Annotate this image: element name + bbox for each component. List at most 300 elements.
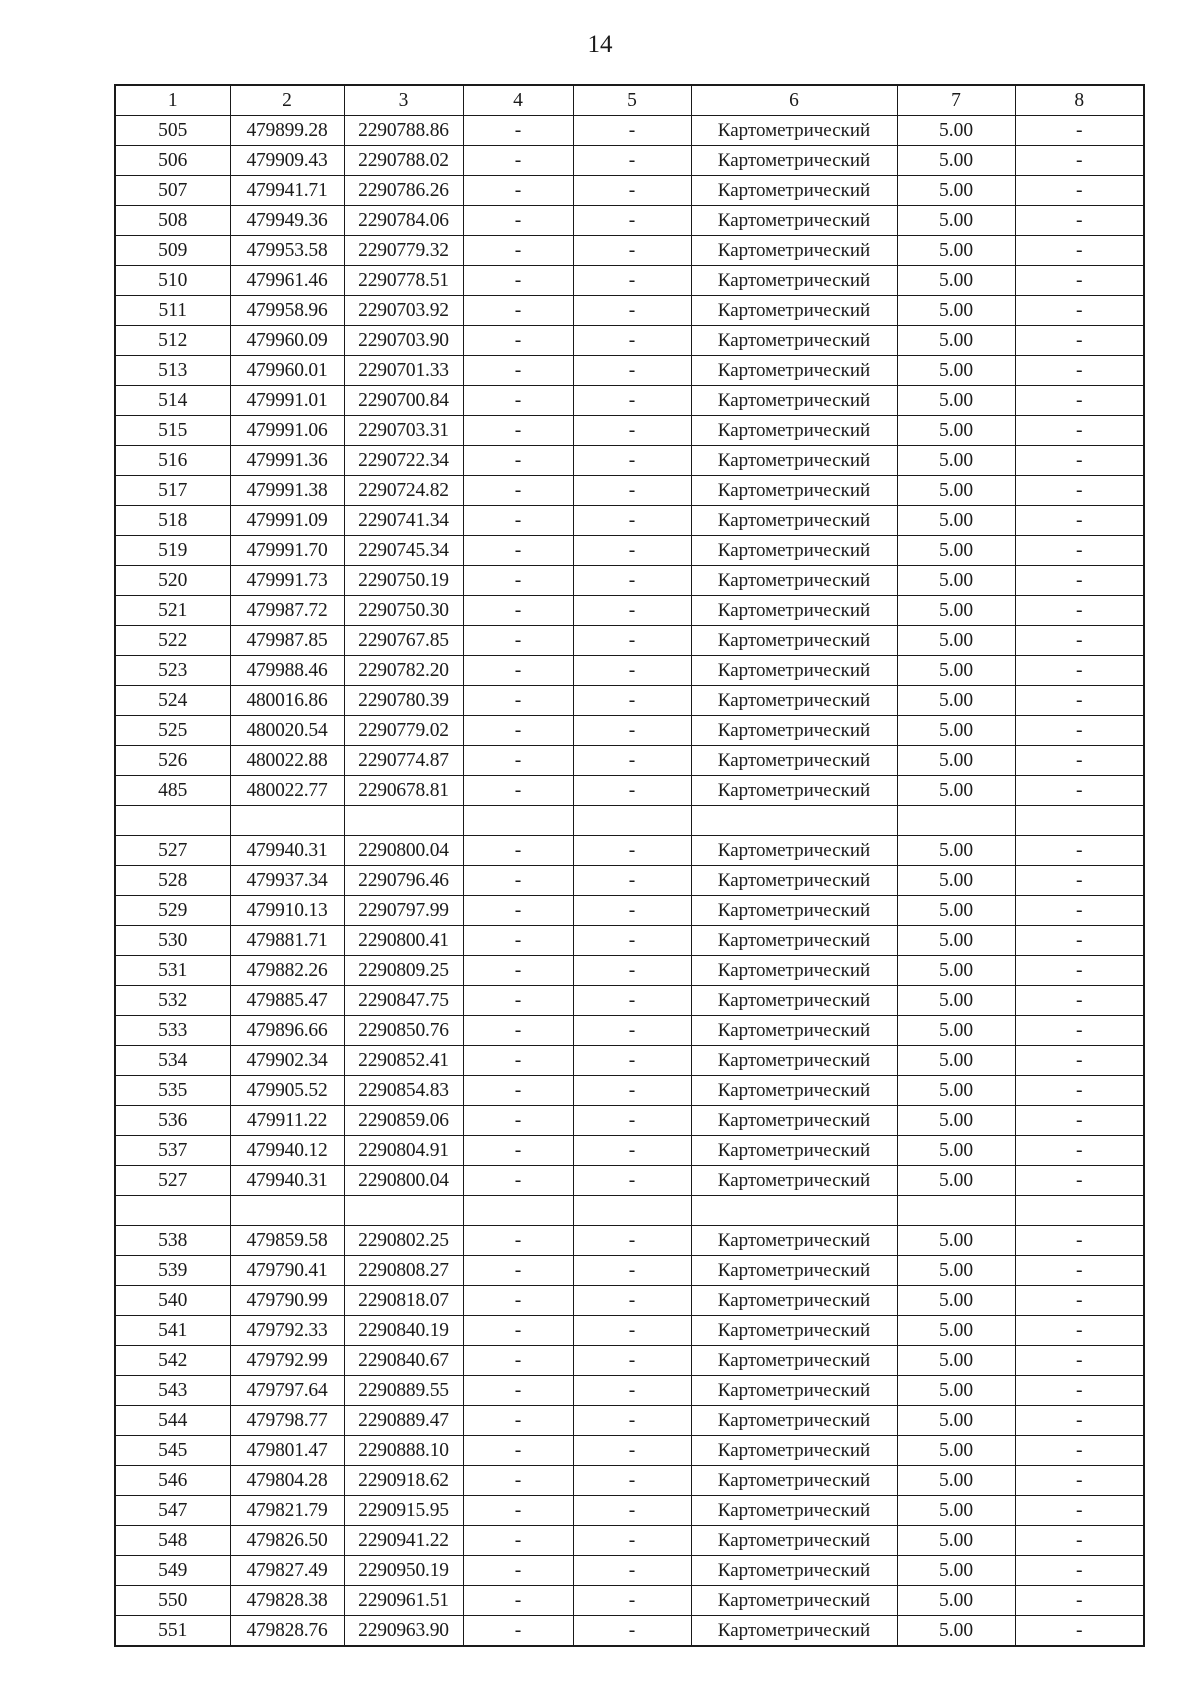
point-number-cell: 546 xyxy=(115,1466,230,1496)
col-5-cell xyxy=(573,806,691,836)
x-coordinate-cell: 479988.46 xyxy=(230,656,344,686)
col-5-cell: - xyxy=(573,1496,691,1526)
x-coordinate-cell: 479828.76 xyxy=(230,1616,344,1647)
method-cell: Картометрический xyxy=(691,1526,897,1556)
point-number-cell: 506 xyxy=(115,146,230,176)
table-row xyxy=(115,716,1144,746)
col-5-cell: - xyxy=(573,266,691,296)
col-4-cell: - xyxy=(463,206,573,236)
x-coordinate-cell: 479826.50 xyxy=(230,1526,344,1556)
y-coordinate-cell: 2290786.26 xyxy=(344,176,463,206)
col-8-cell: - xyxy=(1015,1586,1144,1616)
table-row xyxy=(115,986,1144,1016)
point-number-cell: 527 xyxy=(115,1166,230,1196)
col-8-cell: - xyxy=(1015,1286,1144,1316)
y-coordinate-cell: 2290808.27 xyxy=(344,1256,463,1286)
y-coordinate-cell: 2290804.91 xyxy=(344,1136,463,1166)
table-row xyxy=(115,626,1144,656)
col-5-cell: - xyxy=(573,1316,691,1346)
x-coordinate-cell: 479941.71 xyxy=(230,176,344,206)
col-8-cell: - xyxy=(1015,1256,1144,1286)
table-row xyxy=(115,776,1144,806)
col-8-cell: - xyxy=(1015,356,1144,386)
x-coordinate-cell: 479790.41 xyxy=(230,1256,344,1286)
point-number-cell: 547 xyxy=(115,1496,230,1526)
point-number-cell: 522 xyxy=(115,626,230,656)
col-8-cell: - xyxy=(1015,1496,1144,1526)
col-8-cell: - xyxy=(1015,776,1144,806)
table-row xyxy=(115,1076,1144,1106)
table-row xyxy=(115,1376,1144,1406)
point-number-cell xyxy=(115,1196,230,1226)
x-coordinate-cell: 479797.64 xyxy=(230,1376,344,1406)
accuracy-cell: 5.00 xyxy=(897,1616,1015,1647)
x-coordinate-cell: 479909.43 xyxy=(230,146,344,176)
y-coordinate-cell: 2290918.62 xyxy=(344,1466,463,1496)
table-row xyxy=(115,236,1144,266)
col-5-cell: - xyxy=(573,1346,691,1376)
col-4-cell: - xyxy=(463,836,573,866)
method-cell xyxy=(691,806,897,836)
accuracy-cell: 5.00 xyxy=(897,566,1015,596)
x-coordinate-cell: 479961.46 xyxy=(230,266,344,296)
col-8-cell: - xyxy=(1015,1346,1144,1376)
table-row xyxy=(115,836,1144,866)
col-5-cell: - xyxy=(573,566,691,596)
col-4-cell: - xyxy=(463,1496,573,1526)
y-coordinate-cell: 2290889.47 xyxy=(344,1406,463,1436)
y-coordinate-cell: 2290796.46 xyxy=(344,866,463,896)
method-cell: Картометрический xyxy=(691,1076,897,1106)
table-row xyxy=(115,446,1144,476)
col-4-cell: - xyxy=(463,176,573,206)
x-coordinate-cell: 480020.54 xyxy=(230,716,344,746)
table-row xyxy=(115,1586,1144,1616)
method-cell: Картометрический xyxy=(691,476,897,506)
col-5-cell: - xyxy=(573,1106,691,1136)
accuracy-cell: 5.00 xyxy=(897,116,1015,146)
y-coordinate-cell: 2290778.51 xyxy=(344,266,463,296)
x-coordinate-cell xyxy=(230,1196,344,1226)
accuracy-cell xyxy=(897,1196,1015,1226)
point-number-cell: 535 xyxy=(115,1076,230,1106)
col-5-cell: - xyxy=(573,716,691,746)
x-coordinate-cell: 479881.71 xyxy=(230,926,344,956)
accuracy-cell: 5.00 xyxy=(897,266,1015,296)
x-coordinate-cell: 479940.31 xyxy=(230,836,344,866)
accuracy-cell xyxy=(897,806,1015,836)
table-row xyxy=(115,206,1144,236)
col-8-cell: - xyxy=(1015,1616,1144,1647)
col-4-cell: - xyxy=(463,896,573,926)
col-4-cell: - xyxy=(463,1076,573,1106)
y-coordinate-cell: 2290788.02 xyxy=(344,146,463,176)
col-8-cell: - xyxy=(1015,296,1144,326)
table-row xyxy=(115,866,1144,896)
table-separator-row xyxy=(115,1196,1144,1226)
y-coordinate-cell: 2290741.34 xyxy=(344,506,463,536)
x-coordinate-cell: 479899.28 xyxy=(230,116,344,146)
method-cell: Картометрический xyxy=(691,116,897,146)
method-cell: Картометрический xyxy=(691,656,897,686)
col-8-cell: - xyxy=(1015,1466,1144,1496)
point-number-cell: 509 xyxy=(115,236,230,266)
col-8-cell: - xyxy=(1015,1136,1144,1166)
col-5-cell: - xyxy=(573,866,691,896)
col-4-cell xyxy=(463,1196,573,1226)
col-5-cell: - xyxy=(573,356,691,386)
col-8-cell: - xyxy=(1015,986,1144,1016)
col-8-cell: - xyxy=(1015,1526,1144,1556)
x-coordinate-cell: 479792.33 xyxy=(230,1316,344,1346)
accuracy-cell: 5.00 xyxy=(897,1436,1015,1466)
y-coordinate-cell: 2290722.34 xyxy=(344,446,463,476)
col-4-cell: - xyxy=(463,326,573,356)
col-5-cell: - xyxy=(573,1616,691,1647)
table-row xyxy=(115,296,1144,326)
method-cell: Картометрический xyxy=(691,296,897,326)
point-number-cell: 518 xyxy=(115,506,230,536)
point-number-cell: 532 xyxy=(115,986,230,1016)
col-4-cell: - xyxy=(463,1106,573,1136)
col-8-cell: - xyxy=(1015,1376,1144,1406)
y-coordinate-cell: 2290963.90 xyxy=(344,1616,463,1647)
col-4-cell: - xyxy=(463,1286,573,1316)
col-8-cell: - xyxy=(1015,596,1144,626)
point-number-cell: 542 xyxy=(115,1346,230,1376)
accuracy-cell: 5.00 xyxy=(897,146,1015,176)
x-coordinate-cell: 479940.31 xyxy=(230,1166,344,1196)
col-4-cell: - xyxy=(463,1316,573,1346)
method-cell: Картометрический xyxy=(691,446,897,476)
x-coordinate-cell: 479821.79 xyxy=(230,1496,344,1526)
y-coordinate-cell: 2290797.99 xyxy=(344,896,463,926)
table-row xyxy=(115,1556,1144,1586)
accuracy-cell: 5.00 xyxy=(897,866,1015,896)
y-coordinate-cell: 2290950.19 xyxy=(344,1556,463,1586)
accuracy-cell: 5.00 xyxy=(897,1586,1015,1616)
method-cell: Картометрический xyxy=(691,626,897,656)
y-coordinate-cell: 2290818.07 xyxy=(344,1286,463,1316)
col-8-cell: - xyxy=(1015,146,1144,176)
col-5-cell: - xyxy=(573,506,691,536)
y-coordinate-cell: 2290915.95 xyxy=(344,1496,463,1526)
accuracy-cell: 5.00 xyxy=(897,1526,1015,1556)
column-header-4: 4 xyxy=(463,85,573,116)
col-8-cell: - xyxy=(1015,1166,1144,1196)
x-coordinate-cell: 479910.13 xyxy=(230,896,344,926)
col-5-cell: - xyxy=(573,986,691,1016)
accuracy-cell: 5.00 xyxy=(897,896,1015,926)
y-coordinate-cell: 2290850.76 xyxy=(344,1016,463,1046)
point-number-cell: 521 xyxy=(115,596,230,626)
y-coordinate-cell: 2290724.82 xyxy=(344,476,463,506)
x-coordinate-cell: 480022.77 xyxy=(230,776,344,806)
point-number-cell: 543 xyxy=(115,1376,230,1406)
col-4-cell: - xyxy=(463,746,573,776)
table-row xyxy=(115,1016,1144,1046)
col-5-cell: - xyxy=(573,416,691,446)
method-cell: Картометрический xyxy=(691,986,897,1016)
col-8-cell: - xyxy=(1015,206,1144,236)
y-coordinate-cell: 2290774.87 xyxy=(344,746,463,776)
col-4-cell: - xyxy=(463,866,573,896)
table-header xyxy=(115,85,1144,116)
y-coordinate-cell: 2290859.06 xyxy=(344,1106,463,1136)
col-5-cell: - xyxy=(573,1586,691,1616)
point-number-cell: 536 xyxy=(115,1106,230,1136)
point-number-cell: 517 xyxy=(115,476,230,506)
point-number-cell: 531 xyxy=(115,956,230,986)
col-5-cell: - xyxy=(573,176,691,206)
col-4-cell: - xyxy=(463,656,573,686)
column-header-3: 3 xyxy=(344,85,463,116)
x-coordinate-cell: 479949.36 xyxy=(230,206,344,236)
x-coordinate-cell: 479790.99 xyxy=(230,1286,344,1316)
method-cell: Картометрический xyxy=(691,1106,897,1136)
table-row xyxy=(115,1136,1144,1166)
y-coordinate-cell: 2290780.39 xyxy=(344,686,463,716)
accuracy-cell: 5.00 xyxy=(897,416,1015,446)
y-coordinate-cell: 2290700.84 xyxy=(344,386,463,416)
method-cell: Картометрический xyxy=(691,416,897,446)
col-5-cell: - xyxy=(573,1016,691,1046)
col-5-cell: - xyxy=(573,926,691,956)
col-4-cell: - xyxy=(463,536,573,566)
accuracy-cell: 5.00 xyxy=(897,746,1015,776)
col-8-cell: - xyxy=(1015,1316,1144,1346)
col-5-cell: - xyxy=(573,1046,691,1076)
method-cell: Картометрический xyxy=(691,1256,897,1286)
col-8-cell xyxy=(1015,1196,1144,1226)
col-4-cell: - xyxy=(463,1586,573,1616)
col-5-cell: - xyxy=(573,236,691,266)
col-5-cell: - xyxy=(573,836,691,866)
col-4-cell: - xyxy=(463,1016,573,1046)
table-row xyxy=(115,326,1144,356)
y-coordinate-cell: 2290800.41 xyxy=(344,926,463,956)
point-number-cell: 537 xyxy=(115,1136,230,1166)
accuracy-cell: 5.00 xyxy=(897,236,1015,266)
col-5-cell: - xyxy=(573,1556,691,1586)
table-row xyxy=(115,1316,1144,1346)
x-coordinate-cell: 479792.99 xyxy=(230,1346,344,1376)
col-5-cell: - xyxy=(573,386,691,416)
method-cell: Картометрический xyxy=(691,566,897,596)
col-8-cell: - xyxy=(1015,1076,1144,1106)
y-coordinate-cell: 2290800.04 xyxy=(344,836,463,866)
accuracy-cell: 5.00 xyxy=(897,1136,1015,1166)
accuracy-cell: 5.00 xyxy=(897,686,1015,716)
col-4-cell: - xyxy=(463,716,573,746)
accuracy-cell: 5.00 xyxy=(897,536,1015,566)
col-5-cell: - xyxy=(573,116,691,146)
col-5-cell: - xyxy=(573,1436,691,1466)
col-5-cell xyxy=(573,1196,691,1226)
page-number: 14 xyxy=(587,31,613,58)
accuracy-cell: 5.00 xyxy=(897,1046,1015,1076)
x-coordinate-cell: 479991.70 xyxy=(230,536,344,566)
x-coordinate-cell: 479991.73 xyxy=(230,566,344,596)
col-8-cell: - xyxy=(1015,386,1144,416)
col-4-cell: - xyxy=(463,1226,573,1256)
y-coordinate-cell: 2290750.19 xyxy=(344,566,463,596)
table-separator-row xyxy=(115,806,1144,836)
point-number-cell: 512 xyxy=(115,326,230,356)
col-5-cell: - xyxy=(573,446,691,476)
table-row xyxy=(115,956,1144,986)
x-coordinate-cell: 479827.49 xyxy=(230,1556,344,1586)
method-cell: Картометрический xyxy=(691,206,897,236)
method-cell: Картометрический xyxy=(691,386,897,416)
col-4-cell: - xyxy=(463,1616,573,1647)
y-coordinate-cell: 2290779.02 xyxy=(344,716,463,746)
column-header-5: 5 xyxy=(573,85,691,116)
method-cell: Картометрический xyxy=(691,1286,897,1316)
column-header-6: 6 xyxy=(691,85,897,116)
x-coordinate-cell: 479859.58 xyxy=(230,1226,344,1256)
col-8-cell: - xyxy=(1015,716,1144,746)
table-row xyxy=(115,596,1144,626)
col-5-cell: - xyxy=(573,686,691,716)
table-row xyxy=(115,1346,1144,1376)
table-row xyxy=(115,926,1144,956)
table-row xyxy=(115,1616,1144,1647)
table-row xyxy=(115,356,1144,386)
table-row xyxy=(115,1046,1144,1076)
x-coordinate-cell: 479885.47 xyxy=(230,986,344,1016)
method-cell: Картометрический xyxy=(691,1166,897,1196)
col-8-cell: - xyxy=(1015,1226,1144,1256)
col-5-cell: - xyxy=(573,1166,691,1196)
col-5-cell: - xyxy=(573,296,691,326)
x-coordinate-cell: 479798.77 xyxy=(230,1406,344,1436)
col-4-cell: - xyxy=(463,1136,573,1166)
accuracy-cell: 5.00 xyxy=(897,1316,1015,1346)
col-8-cell: - xyxy=(1015,1106,1144,1136)
point-number-cell: 529 xyxy=(115,896,230,926)
col-8-cell: - xyxy=(1015,236,1144,266)
col-5-cell: - xyxy=(573,956,691,986)
x-coordinate-cell: 479991.01 xyxy=(230,386,344,416)
point-number-cell: 528 xyxy=(115,866,230,896)
point-number-cell: 507 xyxy=(115,176,230,206)
accuracy-cell: 5.00 xyxy=(897,326,1015,356)
method-cell: Картометрический xyxy=(691,896,897,926)
table-row xyxy=(115,1166,1144,1196)
point-number-cell: 511 xyxy=(115,296,230,326)
point-number-cell: 533 xyxy=(115,1016,230,1046)
col-4-cell: - xyxy=(463,236,573,266)
method-cell: Картометрический xyxy=(691,176,897,206)
accuracy-cell: 5.00 xyxy=(897,716,1015,746)
col-5-cell: - xyxy=(573,1376,691,1406)
point-number-cell: 505 xyxy=(115,116,230,146)
point-number-cell: 527 xyxy=(115,836,230,866)
accuracy-cell: 5.00 xyxy=(897,356,1015,386)
y-coordinate-cell: 2290750.30 xyxy=(344,596,463,626)
col-5-cell: - xyxy=(573,1076,691,1106)
col-5-cell: - xyxy=(573,326,691,356)
table-row xyxy=(115,536,1144,566)
point-number-cell: 519 xyxy=(115,536,230,566)
col-8-cell: - xyxy=(1015,626,1144,656)
point-number-cell: 544 xyxy=(115,1406,230,1436)
y-coordinate-cell: 2290854.83 xyxy=(344,1076,463,1106)
method-cell: Картометрический xyxy=(691,716,897,746)
accuracy-cell: 5.00 xyxy=(897,776,1015,806)
x-coordinate-cell: 479828.38 xyxy=(230,1586,344,1616)
method-cell: Картометрический xyxy=(691,266,897,296)
method-cell: Картометрический xyxy=(691,596,897,626)
method-cell: Картометрический xyxy=(691,956,897,986)
y-coordinate-cell: 2290767.85 xyxy=(344,626,463,656)
accuracy-cell: 5.00 xyxy=(897,1256,1015,1286)
col-8-cell: - xyxy=(1015,656,1144,686)
col-8-cell: - xyxy=(1015,866,1144,896)
col-5-cell: - xyxy=(573,656,691,686)
accuracy-cell: 5.00 xyxy=(897,656,1015,686)
col-8-cell: - xyxy=(1015,1436,1144,1466)
coordinates-table xyxy=(114,84,1145,1647)
y-coordinate-cell: 2290802.25 xyxy=(344,1226,463,1256)
x-coordinate-cell: 479987.85 xyxy=(230,626,344,656)
x-coordinate-cell: 479991.09 xyxy=(230,506,344,536)
col-4-cell: - xyxy=(463,566,573,596)
x-coordinate-cell: 479991.38 xyxy=(230,476,344,506)
col-5-cell: - xyxy=(573,596,691,626)
column-header-1: 1 xyxy=(115,85,230,116)
y-coordinate-cell: 2290782.20 xyxy=(344,656,463,686)
method-cell: Картометрический xyxy=(691,1016,897,1046)
point-number-cell: 550 xyxy=(115,1586,230,1616)
method-cell: Картометрический xyxy=(691,1316,897,1346)
col-8-cell: - xyxy=(1015,1556,1144,1586)
col-8-cell: - xyxy=(1015,1016,1144,1046)
x-coordinate-cell: 480016.86 xyxy=(230,686,344,716)
column-header-2: 2 xyxy=(230,85,344,116)
col-8-cell: - xyxy=(1015,536,1144,566)
point-number-cell: 530 xyxy=(115,926,230,956)
accuracy-cell: 5.00 xyxy=(897,1166,1015,1196)
point-number-cell: 524 xyxy=(115,686,230,716)
accuracy-cell: 5.00 xyxy=(897,1466,1015,1496)
col-8-cell: - xyxy=(1015,476,1144,506)
y-coordinate-cell: 2290678.81 xyxy=(344,776,463,806)
col-8-cell: - xyxy=(1015,176,1144,206)
point-number-cell: 551 xyxy=(115,1616,230,1647)
method-cell: Картометрический xyxy=(691,1466,897,1496)
col-5-cell: - xyxy=(573,146,691,176)
accuracy-cell: 5.00 xyxy=(897,296,1015,326)
x-coordinate-cell: 480022.88 xyxy=(230,746,344,776)
method-cell: Картометрический xyxy=(691,1616,897,1647)
point-number-cell: 545 xyxy=(115,1436,230,1466)
col-8-cell: - xyxy=(1015,446,1144,476)
method-cell: Картометрический xyxy=(691,1496,897,1526)
column-header-7: 7 xyxy=(897,85,1015,116)
point-number-cell: 540 xyxy=(115,1286,230,1316)
y-coordinate-cell: 2290701.33 xyxy=(344,356,463,386)
y-coordinate-cell: 2290847.75 xyxy=(344,986,463,1016)
x-coordinate-cell: 479882.26 xyxy=(230,956,344,986)
col-5-cell: - xyxy=(573,1256,691,1286)
col-4-cell: - xyxy=(463,1166,573,1196)
col-4-cell: - xyxy=(463,116,573,146)
accuracy-cell: 5.00 xyxy=(897,1226,1015,1256)
method-cell: Картометрический xyxy=(691,1046,897,1076)
table-row xyxy=(115,476,1144,506)
